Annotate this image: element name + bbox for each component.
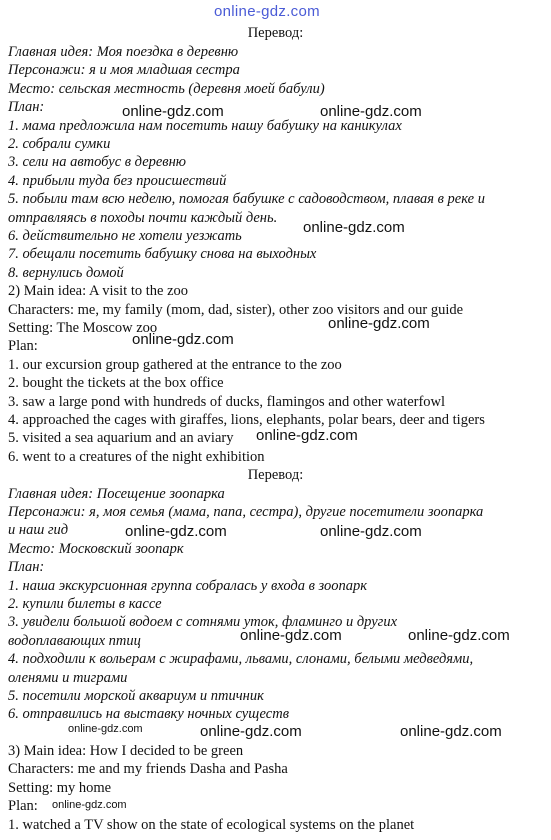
text-line: и наш гид xyxy=(8,522,69,538)
text-line: Setting: The Moscow zoo xyxy=(8,320,158,336)
text-line: отправляясь в походы почти каждый день. xyxy=(8,210,278,226)
text-line: 5. visited a sea aquarium and an aviary xyxy=(8,430,234,446)
watermark: online-gdz.com xyxy=(240,627,342,644)
watermark: online-gdz.com xyxy=(320,103,422,120)
text-line: 6. went to a creatures of the night exhibition xyxy=(8,449,265,465)
text-line: 5. посетили морской аквариум и птичник xyxy=(8,688,264,704)
text-line: Главная идея: Моя поездка в деревню xyxy=(8,44,239,60)
text-line: Главная идея: Посещение зоопарка xyxy=(8,486,225,502)
text-line: 6. отправились на выставку ночных существ xyxy=(8,706,289,722)
text-line: Plan: xyxy=(8,338,38,354)
heading-translation: Перевод: xyxy=(247,25,304,41)
text-line: 2. собрали сумки xyxy=(8,136,111,152)
watermark: online-gdz.com xyxy=(200,723,302,740)
text-line: Setting: my home xyxy=(8,780,112,796)
text-line: 4. прибыли туда без происшествий xyxy=(8,173,227,189)
text-line: Characters: me, my family (mom, dad, sister), other zoo visitors and our guide xyxy=(8,302,464,318)
text-line: водоплавающих птиц xyxy=(8,633,141,649)
watermark: online-gdz.com xyxy=(68,723,143,735)
text-line: Место: сельская местность (деревня моей бабули) xyxy=(8,81,325,97)
text-line: 1. мама предложила нам посетить нашу бабушку на каникулах xyxy=(8,118,402,134)
watermark: online-gdz.com xyxy=(320,523,422,540)
text-line: Plan: xyxy=(8,798,38,814)
text-line: Персонажи: я, моя семья (мама, папа, сестра), другие посетители зоопарка xyxy=(8,504,484,520)
text-line: 3. увидели большой водоем с сотнями уток, фламинго и других xyxy=(8,614,398,630)
watermark: online-gdz.com xyxy=(400,723,502,740)
text-line: 7. обещали посетить бабушку снова на выходных xyxy=(8,246,317,262)
text-line: Characters: me and my friends Dasha and Pasha xyxy=(8,761,288,777)
watermark: online-gdz.com xyxy=(214,3,320,20)
text-line: 4. подходили к вольерам с жирафами, львами, слонами, белыми медведями, xyxy=(8,651,474,667)
watermark: online-gdz.com xyxy=(408,627,510,644)
text-line: 1. наша экскурсионная группа собралась у входа в зоопарк xyxy=(8,578,368,594)
text-line: Место: Московский зоопарк xyxy=(8,541,184,557)
watermark: online-gdz.com xyxy=(256,427,358,444)
text-line: 1. watched a TV show on the state of ecological systems on the planet xyxy=(8,817,415,833)
text-line: 8. вернулись домой xyxy=(8,265,124,281)
text-line: 3. saw a large pond with hundreds of ducks, flamingos and other waterfowl xyxy=(8,394,446,410)
watermark: online-gdz.com xyxy=(132,331,234,348)
watermark: online-gdz.com xyxy=(52,799,127,811)
text-line: Персонажи: я и моя младшая сестра xyxy=(8,62,240,78)
watermark: online-gdz.com xyxy=(125,523,227,540)
text-line: 5. побыли там всю неделю, помогая бабушке с садоводством, плавая в реке и xyxy=(8,191,485,207)
text-line: 3. сели на автобус в деревню xyxy=(8,154,187,170)
text-line: 6. действительно не хотели уезжать xyxy=(8,228,242,244)
text-line: 4. approached the cages with giraffes, lions, elephants, polar bears, deer and tigers xyxy=(8,412,485,428)
watermark: online-gdz.com xyxy=(303,219,405,236)
watermark: online-gdz.com xyxy=(328,315,430,332)
heading-translation: Перевод: xyxy=(247,467,304,483)
text-line: 2) Main idea: A visit to the zoo xyxy=(8,283,189,299)
text-line: 2. купили билеты в кассе xyxy=(8,596,162,612)
text-line: План: xyxy=(8,559,45,575)
text-line: 2. bought the tickets at the box office xyxy=(8,375,224,391)
watermark: online-gdz.com xyxy=(122,103,224,120)
text-line: 1. our excursion group gathered at the entrance to the zoo xyxy=(8,357,342,373)
text-line: оленями и тиграми xyxy=(8,670,128,686)
text-line: План: xyxy=(8,99,45,115)
text-line: 3) Main idea: How I decided to be green xyxy=(8,743,244,759)
